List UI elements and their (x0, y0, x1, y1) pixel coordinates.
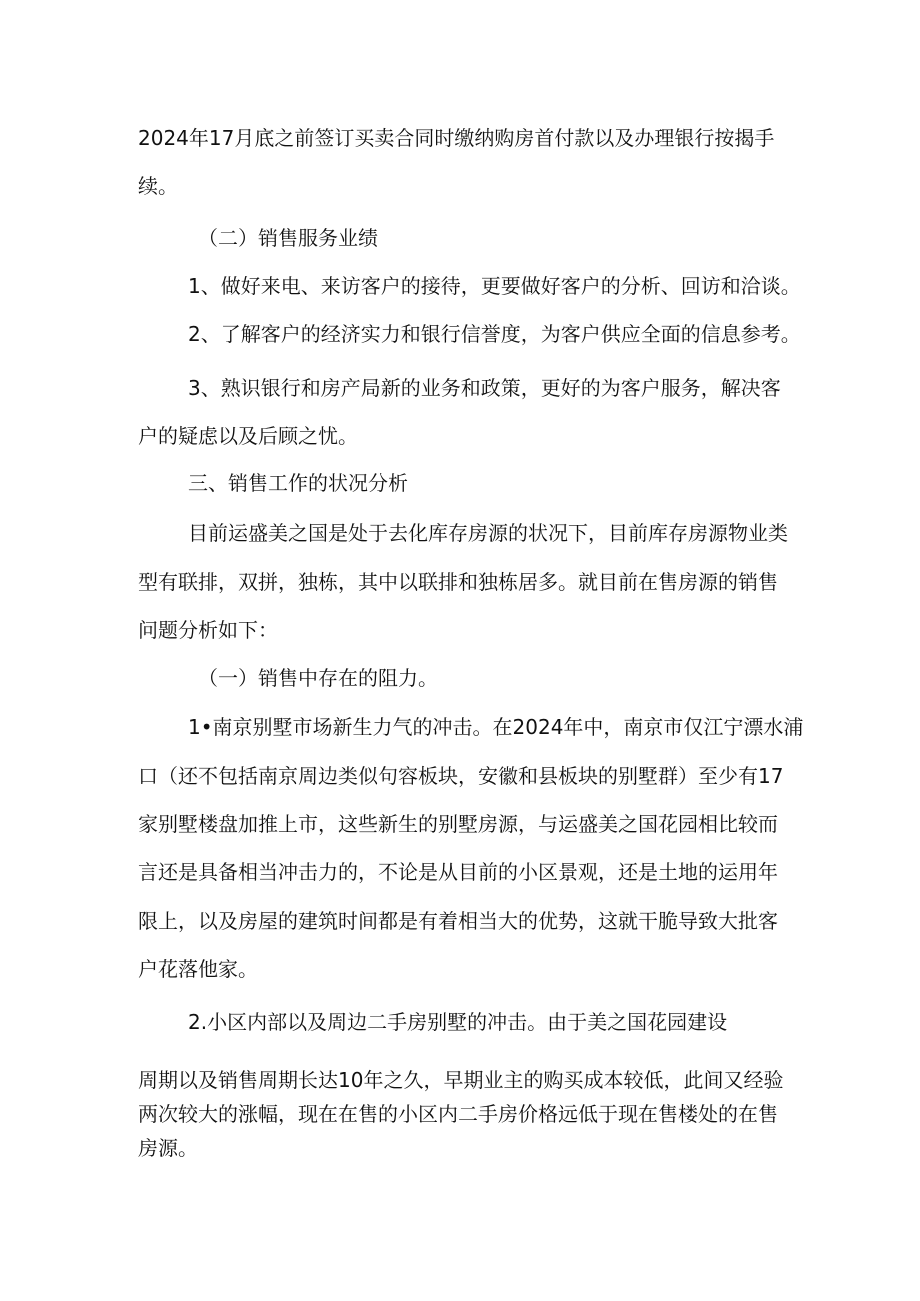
paragraph-line: 型有联排，双拼，独栋，其中以联排和独栋居多。就目前在售房源的销售 (138, 570, 778, 594)
paragraph-line: 2.小区内部以及周边二手房别墅的冲击。由于美之国花园建设 (188, 1010, 728, 1034)
list-item: 3、熟识银行和房产局新的业务和政策，更好的为客户服务，解决客 (188, 376, 781, 400)
paragraph-line: 问题分析如下： (138, 618, 278, 642)
paragraph-line: 1•南京别墅市场新生力气的冲击。在2024年中，南京市仅江宁漂水浦 (188, 715, 804, 739)
paragraph-line: 户的疑虑以及后顾之忧。 (138, 424, 358, 448)
section-heading: 三、销售工作的状况分析 (188, 471, 408, 495)
section-heading: （二）销售服务业绩 (198, 226, 378, 250)
paragraph-line: 周期以及销售周期长达10年之久，早期业主的购买成本较低，此间又经验 (138, 1068, 784, 1092)
paragraph-line: 目前运盛美之国是处于去化库存房源的状况下，目前库存房源物业类 (188, 521, 788, 545)
list-item: 1、做好来电、来访客户的接待，更要做好客户的分析、回访和洽谈。 (188, 274, 801, 298)
paragraph-line: 户花落他家。 (138, 957, 258, 981)
paragraph-line: 限上，以及房屋的建筑时间都是有着相当大的优势，这就干脆导致大批客 (138, 909, 778, 933)
paragraph-line: 房源。 (138, 1136, 198, 1160)
section-heading: （一）销售中存在的阻力。 (198, 666, 438, 690)
paragraph-line: 口（还不包括南京周边类似句容板块，安徽和县板块的别墅群）至少有17 (138, 764, 784, 788)
list-item: 2、了解客户的经济实力和银行信誉度，为客户供应全面的信息参考。 (188, 322, 801, 346)
paragraph-line: 续。 (138, 174, 178, 198)
paragraph-line: 言还是具备相当冲击力的，不论是从目前的小区景观，还是土地的运用年 (138, 860, 778, 884)
paragraph-line: 两次较大的涨幅，现在在售的小区内二手房价格远低于现在售楼处的在售 (138, 1102, 778, 1126)
paragraph-line: 家别墅楼盘加推上市，这些新生的别墅房源，与运盛美之国花园相比较而 (138, 812, 778, 836)
paragraph-line: 2024年17月底之前签订买卖合同时缴纳购房首付款以及办理银行按揭手 (138, 126, 775, 150)
